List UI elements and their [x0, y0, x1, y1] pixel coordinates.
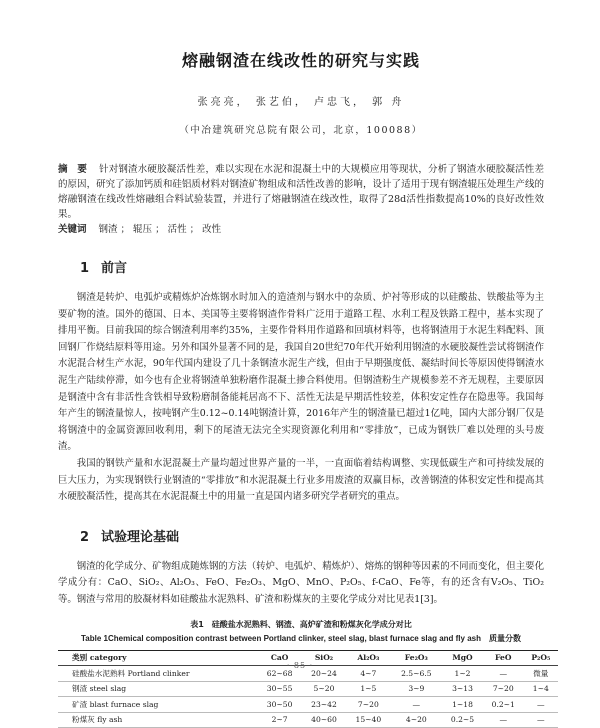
abstract — [58, 162, 544, 222]
table-header-cell: Al₂O₃ — [346, 650, 390, 666]
table-cell: — — [524, 712, 558, 728]
section-title: 试验理论基础 — [101, 530, 179, 545]
table-cell: 20~24 — [302, 666, 346, 682]
page-number: · 85 · — [0, 661, 600, 670]
table-cell: 4~7 — [346, 666, 390, 682]
paragraph: 钢渣的化学成分、矿物组成随炼钢的方法（转炉、电弧炉、精炼炉）、熔炼的钢种等因素的不同而变化，但主要化学成分有：CaO、SiO₂、Al₂O₃、FeO、Fe₂O₃、MgO、MnO、P₂O₅、f-CaO、Fe等，有的还含有V₂O₅、TiO₂等。钢渣与常用的胶凝材料如硅酸盐水泥熟料、矿渣和粉煤灰的主要化学成分对比见表1[3]。 — [58, 559, 544, 609]
section-heading-introduction — [80, 257, 544, 276]
abstract-text: 针对钢渣水硬胶凝活性差，难以实现在水泥和混凝土中的大规模应用等现状，分析了钢渣水硬胶凝活性差的原因，研究了添加钙质和硅铝质材料对钢渣矿物组成和活性改善的影响，设计了适用于现有钢渣辊压处理生产线的熔融钢渣在线改性熔融组合料试验装置，并进行了熔融钢渣在线改性，取得了28d活性指数提高10%的良好改性效果。 — [58, 164, 544, 220]
table-header-cell: CaO — [257, 650, 301, 666]
table-header-cell: 类别 category — [58, 650, 257, 666]
table-cell: 微量 — [524, 666, 558, 682]
keyword: 辊压 — [133, 224, 152, 235]
table-header-cell: P₂O₅ — [524, 650, 558, 666]
table-cell: 40~60 — [302, 712, 346, 728]
table-cell: 4~20 — [391, 712, 443, 728]
table-header-cell: FeO — [483, 650, 524, 666]
table-row — [58, 681, 558, 697]
table-cell: 0.2~5 — [442, 712, 483, 728]
table-cell: 15~40 — [346, 712, 390, 728]
paragraph: 我国的钢铁产量和水泥混凝土产量均超过世界产量的一半，一直面临着结构调整、实现低碳生产和可持续发展的巨大压力，为实现钢铁行业钢渣的“零排放”和水泥混凝土行业多用废渣的双赢目标，改善钢渣的体积安定性和提高其水硬胶凝活性，提高其在水泥混凝土中的用量一直是国内诸多研究学者研究的重点。 — [58, 456, 544, 506]
keyword: 钢渣 — [99, 224, 118, 235]
table-cell: 3~13 — [442, 681, 483, 697]
table-cell: 1~2 — [442, 666, 483, 682]
table-header-cell: MgO — [442, 650, 483, 666]
table-cell: 7~20 — [346, 697, 390, 713]
table-cell: 硅酸盐水泥熟料 Portland clinker — [58, 666, 257, 682]
table-cell: — — [483, 666, 524, 682]
table-row — [58, 712, 558, 728]
affiliation: （中冶建筑研究总院有限公司，北京，100088） — [58, 122, 544, 136]
table-cell: — — [391, 697, 443, 713]
table-cell: 0.2~1 — [483, 697, 524, 713]
keywords: 关键词 钢渣 ； 辊压 ； 活性 ； 改性 — [58, 222, 544, 237]
author-list: 张亮亮， 张艺伯， 卢忠飞， 郭 舟 — [58, 93, 544, 108]
section-title: 前言 — [101, 261, 127, 276]
keyword: 活性 — [168, 224, 187, 235]
table-cell: 7~20 — [483, 681, 524, 697]
table-row — [58, 697, 558, 713]
table-cell: 30~55 — [257, 681, 301, 697]
table-cell: 5~20 — [302, 681, 346, 697]
table-cell: 30~50 — [257, 697, 301, 713]
table-cell: 粉煤灰 fly ash — [58, 712, 257, 728]
table-cell: 2~7 — [257, 712, 301, 728]
table-cell: — — [524, 697, 558, 713]
keyword: 改性 — [202, 224, 221, 235]
table-cell: 1~4 — [524, 681, 558, 697]
table-cell: 矿渣 blast furnace slag — [58, 697, 257, 713]
table-cell: 1~18 — [442, 697, 483, 713]
paragraph: 钢渣是转炉、电弧炉或精炼炉冶炼钢水时加入的造渣剂与钢水中的杂质、炉衬等形成的以硅酸盐、铁酸盐等为主要矿物的渣。国外的德国、日本、美国等主要将钢渣作骨料广泛用于道路工程、水利工程及铁路工程中，基本实现了排用平衡。目前我国的综合钢渣利用率约35%，主要作骨料用作道路和回填材料等，也将钢渣用于水泥生料配料、顶回钢厂作烧结原料等用途。另外和国外显著不同的是，我国自20世纪70年代开始利用钢渣的水硬胶凝性尝试将钢渣作水泥混合材生产水泥，90年代国内建设了几十条钢渣水泥生产线，但由于早期强度低、凝结时间长等原因使得钢渣水泥生产陆续停滞，如今也有企业将钢渣单独粉磨作混凝土掺合料使用。但钢渣粉生产规模参差不齐无规程，主要原因是钢渣中含有非活性含铁相导致粉磨制备能耗居高不下、活性无法是早期活性较差，体积安定性存在隐患等。我国每年产生的钢渣量惊人，按吨钢产生0.12~0.14吨钢渣计算，2016年产生的钢渣量已超过1亿吨，国内大部分钢厂仅是将钢渣中的金属资源回收利用，剩下的尾渣无法完全实现资源化利用和“零排放”，已成为钢铁厂难以处理的头号废渣。 — [58, 290, 544, 456]
table-cell: 1~5 — [346, 681, 390, 697]
abstract-label: 摘 要 — [58, 164, 87, 175]
table-cell: 23~42 — [302, 697, 346, 713]
table-header-cell: SiO₂ — [302, 650, 346, 666]
section-heading-theory — [80, 526, 544, 545]
table-cell: 3~9 — [391, 681, 443, 697]
paper-title: 熔融钢渣在线改性的研究与实践 — [58, 0, 544, 71]
section-number: 2 — [80, 530, 89, 545]
table-caption-en: Table 1Chemical composition contrast between Portland clinker, steel slag, blast furnace slag and fly ash 质量分数 — [58, 633, 544, 644]
table-cell: — — [483, 712, 524, 728]
table-cell: 钢渣 steel slag — [58, 681, 257, 697]
table-cell: 62~68 — [257, 666, 301, 682]
table-header-cell: Fe₂O₃ — [391, 650, 443, 666]
table-cell: 2.5~6.5 — [391, 666, 443, 682]
section-number: 1 — [80, 261, 89, 276]
keywords-label: 关键词 — [58, 224, 87, 235]
table-caption-cn: 表1 硅酸盐水泥熟料、钢渣、高炉矿渣和粉煤灰化学成分对比 — [58, 619, 544, 630]
